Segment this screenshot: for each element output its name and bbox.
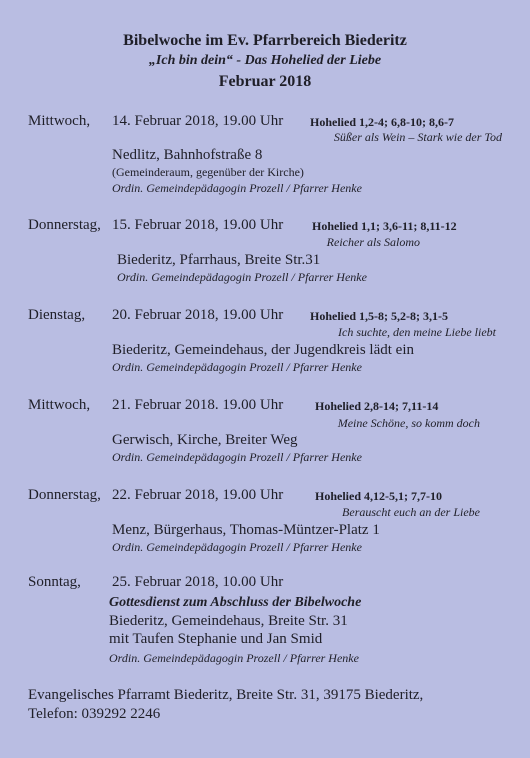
event-datetime: 14. Februar 2018, 19.00 Uhr: [112, 113, 284, 129]
event-leaders: Ordin. Gemeindepädagogin Prozell / Pfarrer Henke: [117, 270, 367, 284]
event-leaders: Ordin. Gemeindepädagogin Prozell / Pfarrer Henke: [109, 651, 359, 665]
event-location: Nedlitz, Bahnhofstraße 8: [112, 147, 263, 163]
event-theme: Meine Schöne, so komm doch: [337, 416, 480, 430]
event-service-title: Gottesdienst zum Abschluss der Bibelwoche: [109, 595, 362, 610]
event-datetime: 22. Februar 2018, 19.00 Uhr: [112, 487, 284, 503]
event-day: Dienstag,: [28, 307, 86, 323]
event-day: Mittwoch,: [28, 397, 91, 413]
footer-phone: Telefon: 039292 2246: [28, 706, 161, 722]
event-location: Biederitz, Gemeindehaus, der Jugendkreis lädt ein: [112, 342, 414, 358]
event-leaders: Ordin. Gemeindepädagogin Prozell / Pfarrer Henke: [112, 540, 362, 554]
flyer-month: Februar 2018: [218, 73, 312, 90]
flyer-subtitle: „Ich bin dein“ - Das Hohelied der Liebe: [148, 53, 382, 68]
event-location: Biederitz, Gemeindehaus, Breite Str. 31: [109, 613, 348, 629]
event-location: Gerwisch, Kirche, Breiter Weg: [112, 432, 298, 448]
flyer-title: Bibelwoche im Ev. Pfarrbereich Biederitz: [123, 32, 407, 49]
event-location: Biederitz, Pfarrhaus, Breite Str.31: [117, 252, 321, 268]
event-passage: Hohelied 2,8-14; 7,11-14: [315, 399, 439, 413]
event-theme: Berauscht euch an der Liebe: [342, 505, 480, 519]
event-theme: Süßer als Wein – Stark wie der Tod: [333, 130, 502, 144]
event-datetime: 21. Februar 2018. 19.00 Uhr: [112, 397, 284, 413]
event-datetime: 15. Februar 2018, 19.00 Uhr: [112, 217, 284, 233]
event-leaders: Ordin. Gemeindepädagogin Prozell / Pfarrer Henke: [112, 450, 362, 464]
event-day: Sonntag,: [28, 574, 81, 590]
event-datetime: 25. Februar 2018, 10.00 Uhr: [112, 574, 284, 590]
footer-address: Evangelisches Pfarramt Biederitz, Breite Str. 31, 39175 Biederitz,: [28, 687, 424, 703]
event-theme: Reicher als Salomo: [326, 235, 420, 249]
event-theme: Ich suchte, den meine Liebe liebt: [338, 325, 496, 339]
event-leaders: Ordin. Gemeindepädagogin Prozell / Pfarrer Henke: [112, 181, 362, 195]
event-passage: Hohelied 1,1; 3,6-11; 8,11-12: [312, 219, 457, 233]
event-day: Donnerstag,: [28, 217, 101, 233]
event-passage: Hohelied 1,5-8; 5,2-8; 3,1-5: [310, 309, 448, 323]
event-passage: Hohelied 1,2-4; 6,8-10; 8,6-7: [310, 115, 454, 129]
event-location-note: (Gemeinderaum, gegenüber der Kirche): [112, 165, 304, 179]
event-day: Donnerstag,: [28, 487, 101, 503]
event-passage: Hohelied 4,12-5,1; 7,7-10: [315, 489, 442, 503]
event-day: Mittwoch,: [28, 113, 91, 129]
event-location-note: mit Taufen Stephanie und Jan Smid: [109, 631, 323, 647]
event-datetime: 20. Februar 2018, 19.00 Uhr: [112, 307, 284, 323]
event-leaders: Ordin. Gemeindepädagogin Prozell / Pfarrer Henke: [112, 360, 362, 374]
event-location: Menz, Bürgerhaus, Thomas-Müntzer-Platz 1: [112, 522, 380, 538]
